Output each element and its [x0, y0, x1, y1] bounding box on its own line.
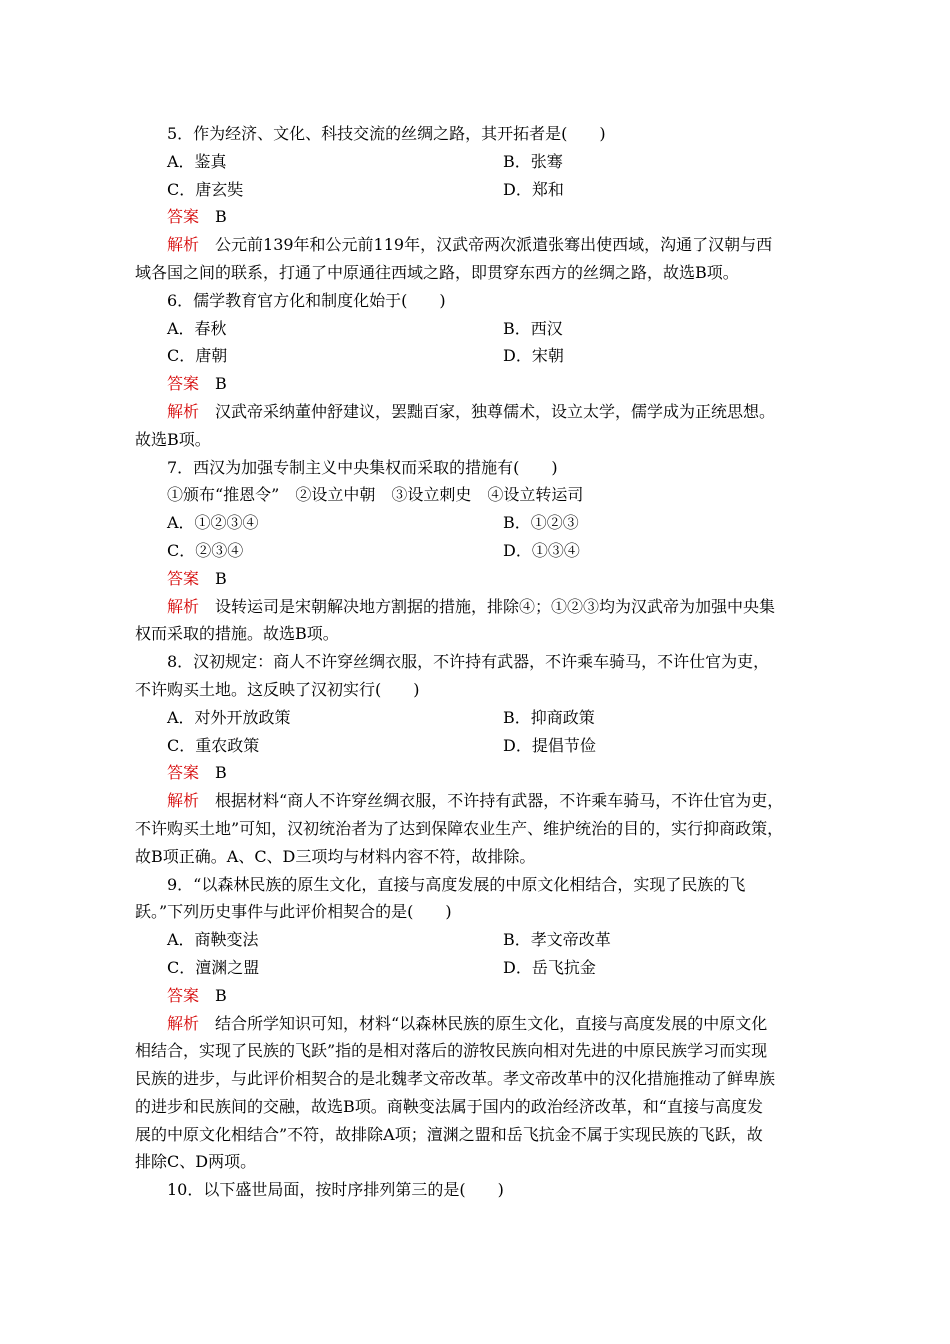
analysis-line [135, 620, 825, 648]
answer-value: B [215, 207, 227, 227]
analysis-text: 的进步和民族间的交融，故选B项。商鞅变法属于国内的政治经济改革，和“直接与高度发 [135, 1096, 763, 1116]
answer-value: B [215, 568, 227, 588]
answer-value: B [215, 763, 227, 783]
question-stem: 跃。”下列历史事件与此评价相契合的是( ) [135, 902, 452, 922]
answer-line [135, 203, 825, 231]
analysis-text: 相结合，实现了民族的飞跃”指的是相对落后的游牧民族向相对先进的中原民族学习而实现 [135, 1041, 768, 1061]
answer-line [135, 982, 825, 1010]
question-block [135, 648, 825, 870]
option: B．西汉 [503, 318, 563, 338]
answer-value: B [215, 985, 227, 1005]
analysis-label: 解析 [167, 1013, 200, 1033]
analysis-text: 设转运司是宋朝解决地方割据的措施，排除④；①②③均为汉武帝为加强中央集 [215, 596, 776, 616]
option: D．①③④ [503, 540, 580, 560]
analysis-label: 解析 [167, 596, 200, 616]
answer-label: 答案 [167, 985, 200, 1005]
answer-line [135, 565, 825, 593]
option: B．张骞 [503, 151, 563, 171]
question-stem: 不许购买土地。这反映了汉初实行( ) [135, 679, 420, 699]
analysis-line [135, 1037, 825, 1065]
analysis-label: 解析 [167, 401, 200, 421]
option: A．商鞅变法 [167, 930, 259, 950]
analysis-line [135, 787, 825, 815]
analysis-text: 展的中原文化相结合”不符，故排除A项；澶渊之盟和岳飞抗金不属于实现民族的飞跃，故 [135, 1124, 763, 1144]
analysis-label: 解析 [167, 235, 200, 255]
answer-label: 答案 [167, 763, 200, 783]
analysis-line [135, 1065, 825, 1093]
option: A．①②③④ [167, 513, 259, 533]
option-row [135, 704, 825, 732]
option: B．①②③ [503, 513, 579, 533]
question-block [135, 287, 825, 454]
question-stem: 10．以下盛世局面，按时序排列第三的是( ) [167, 1180, 504, 1200]
option: A．春秋 [167, 318, 227, 338]
option: C．重农政策 [167, 735, 260, 755]
option: C．唐朝 [167, 346, 228, 366]
analysis-line [135, 1010, 825, 1038]
option-row [135, 537, 825, 565]
analysis-line [135, 1148, 825, 1176]
question-stem: 5．作为经济、文化、科技交流的丝绸之路，其开拓者是( ) [167, 124, 606, 143]
option-row [135, 509, 825, 537]
option: C．②③④ [167, 540, 244, 560]
option: D．提倡节俭 [503, 735, 596, 755]
answer-value: B [215, 374, 227, 394]
answer-label: 答案 [167, 568, 200, 588]
analysis-text: 域各国之间的联系，打通了中原通往西域之路，即贯穿东西方的丝绸之路，故选B项。 [135, 262, 739, 282]
question-block [135, 454, 825, 649]
option-row [135, 315, 825, 343]
option: D．宋朝 [503, 346, 564, 366]
option: B．孝文帝改革 [503, 930, 611, 950]
answer-label: 答案 [167, 374, 200, 394]
option: A．对外开放政策 [167, 707, 291, 727]
analysis-label: 解析 [167, 791, 200, 811]
answer-line [135, 759, 825, 787]
option-row [135, 342, 825, 370]
analysis-line [135, 593, 825, 621]
question-stem: 9．“以森林民族的原生文化，直接与高度发展的中原文化相结合，实现了民族的飞 [167, 874, 746, 894]
option-row [135, 954, 825, 982]
option: C．唐玄奘 [167, 179, 244, 199]
analysis-text: 故选B项。 [135, 429, 211, 449]
option: D．岳飞抗金 [503, 957, 596, 977]
answer-label: 答案 [167, 207, 200, 227]
analysis-text: 不许购买土地”可知，汉初统治者为了达到保障农业生产、维护统治的目的，实行抑商政策， [135, 818, 784, 838]
question-stem: 6．儒学教育官方化和制度化始于( ) [167, 290, 446, 310]
answer-line [135, 370, 825, 398]
analysis-line [135, 398, 825, 426]
analysis-line [135, 815, 825, 843]
analysis-text: 民族的进步，与此评价相契合的是北魏孝文帝改革。孝文帝改革中的汉化措施推动了鲜卑族 [135, 1069, 776, 1089]
analysis-text: 汉武帝采纳董仲舒建议，罢黜百家，独尊儒术，设立太学，儒学成为正统思想。 [215, 401, 776, 421]
option: D．郑和 [503, 179, 564, 199]
option: B．抑商政策 [503, 707, 595, 727]
analysis-text: 排除C、D两项。 [135, 1152, 257, 1172]
analysis-line [135, 259, 825, 287]
analysis-line [135, 426, 825, 454]
option-row [135, 926, 825, 954]
question-list [135, 120, 825, 1204]
analysis-text: 权而采取的措施。故选B项。 [135, 624, 339, 644]
question-block [135, 120, 825, 287]
question-stem: 8．汉初规定：商人不许穿丝绸衣服，不许持有武器，不许乘车骑马，不许仕官为吏， [167, 652, 770, 672]
analysis-line [135, 1121, 825, 1149]
question-block [135, 871, 825, 1177]
question-stem: 7．西汉为加强专制主义中央集权而采取的措施有( ) [167, 457, 558, 477]
option-row [135, 148, 825, 176]
question-items: ①颁布“推恩令” ②设立中朝 ③设立刺史 ④设立转运司 [167, 485, 584, 505]
analysis-text: 根据材料“商人不许穿丝绸衣服，不许持有武器，不许乘车骑马，不许仕官为吏， [215, 791, 784, 811]
analysis-text: 故B项正确。A、C、D三项均与材料内容不符，故排除。 [135, 846, 536, 866]
analysis-line [135, 231, 825, 259]
analysis-text: 结合所学知识可知，材料“以森林民族的原生文化，直接与高度发展的中原文化 [215, 1013, 768, 1033]
analysis-text: 公元前139年和公元前119年，汉武帝两次派遣张骞出使西域，沟通了汉朝与西 [215, 235, 773, 255]
analysis-line [135, 1093, 825, 1121]
option: C．澶渊之盟 [167, 957, 260, 977]
analysis-line [135, 843, 825, 871]
option: A．鉴真 [167, 151, 227, 171]
option-row [135, 176, 825, 204]
option-row [135, 732, 825, 760]
